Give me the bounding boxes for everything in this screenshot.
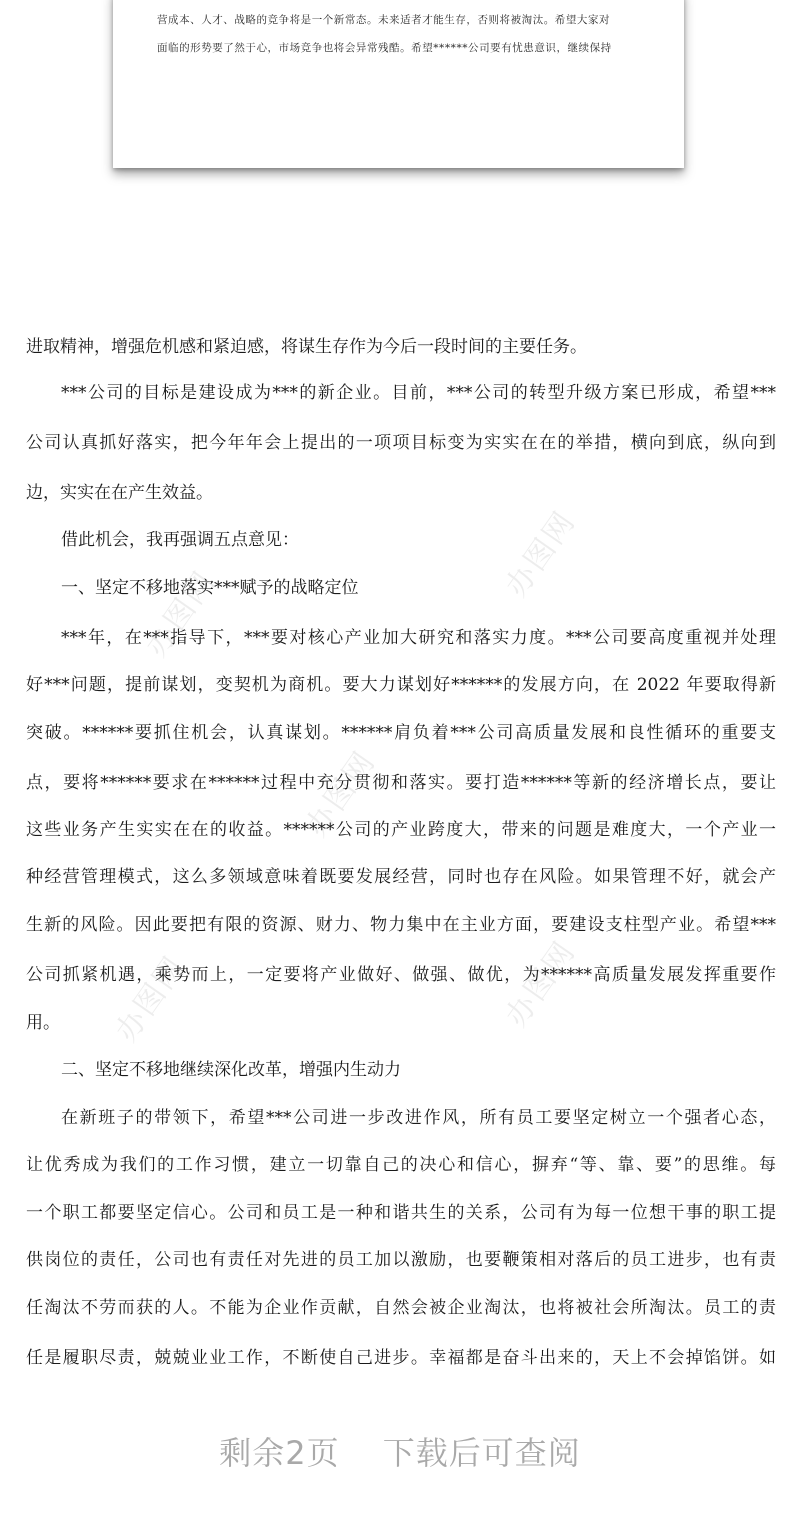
text-line: 边，实实在在产生效益。 <box>26 483 213 503</box>
remaining-pages-label[interactable]: 剩余2页 <box>219 1434 340 1472</box>
watermark: 办图网 <box>109 949 193 1049</box>
text-line: 好***问题，提前谋划，变契机为商机。要大力谋划好******的发展方向，在 2022 年要取得新 <box>26 675 776 695</box>
watermark: 办图网 <box>299 744 383 844</box>
text-line: 公司抓紧机遇，乘势而上，一定要将产业做好、做强、做优，为******高质量发展发挥重要作 <box>26 965 776 985</box>
text-line: 在新班子的带领下，希望***公司进一步改进作风，所有员工要坚定树立一个强者心态， <box>61 1108 776 1128</box>
text-line: 公司认真抓好落实，把今年年会上提出的一项项目标变为实实在在的举措，横向到底，纵向到 <box>26 433 776 453</box>
text-line: 生新的风险。因此要把有限的资源、财力、物力集中在主业方面，要建设支柱型产业。希望*** <box>26 915 776 935</box>
text-line: 供岗位的责任，公司也有责任对先进的员工加以激励，也要鞭策相对落后的员工进步，也有责 <box>26 1250 776 1270</box>
watermark: 办图网 <box>499 504 583 604</box>
text-line: 一个职工都要坚定信心。公司和员工是一种和谐共生的关系，公司有为每一位想干事的职工提 <box>26 1203 776 1223</box>
text-line: 突破。******要抓住机会，认真谋划。******肩负着***公司高质量发展和良性循环的重要支 <box>26 723 776 743</box>
text-line: 这些业务产生实实在在的收益。******公司的产业跨度大，带来的问题是难度大，一个产业一 <box>26 820 776 840</box>
text-line: 点，要将******要求在******过程中充分贯彻和落实。要打造******等新的经济增长点，要让 <box>26 773 776 793</box>
download-prompt[interactable] <box>0 1428 800 1474</box>
watermark: 办图网 <box>499 934 583 1034</box>
text-line: 任是履职尽责，兢兢业业工作，不断使自己进步。幸福都是奋斗出来的，天上不会掉馅饼。如 <box>26 1348 776 1368</box>
download-to-view-label[interactable]: 下载后可查阅 <box>382 1434 581 1472</box>
text-line: 用。 <box>26 1013 60 1033</box>
text-line: 种经营管理模式，这么多领域意味着既要发展经营，同时也存在风险。如果管理不好，就会产 <box>26 867 776 887</box>
text-line: ***公司的目标是建设成为***的新企业。目前，***公司的转型升级方案已形成，希望*** <box>61 383 776 403</box>
preview-line-1: 营成本、人才、战略的竞争将是一个新常态。未来适者才能生存，否则将被淘汰。希望大家对 <box>157 14 611 26</box>
text-line: 任淘汰不劳而获的人。不能为企业作贡献，自然会被企业淘汰，也将被社会所淘汰。员工的责 <box>26 1298 776 1318</box>
text-line: 借此机会，我再强调五点意见： <box>61 530 299 550</box>
text-line: 让优秀成为我们的工作习惯，建立一切靠自己的决心和信心，摒弃“等、靠、要”的思维。每 <box>26 1155 776 1175</box>
preview-line-2: 面临的形势要了然于心，市场竞争也将会异常残酷。希望******公司要有忧患意识，继续保持 <box>157 42 612 54</box>
section-heading-1: 一、坚定不移地落实***赋予的战略定位 <box>61 578 359 598</box>
section-heading-2: 二、坚定不移地继续深化改革，增强内生动力 <box>61 1060 401 1080</box>
watermark: 办图网 <box>139 564 223 664</box>
page-preview-card <box>113 0 684 168</box>
text-line: 进取精神，增强危机感和紧迫感，将谋生存作为今后一段时间的主要任务。 <box>26 337 587 357</box>
text-line: ***年，在***指导下，***要对核心产业加大研究和落实力度。***公司要高度重视并处理 <box>61 628 776 648</box>
